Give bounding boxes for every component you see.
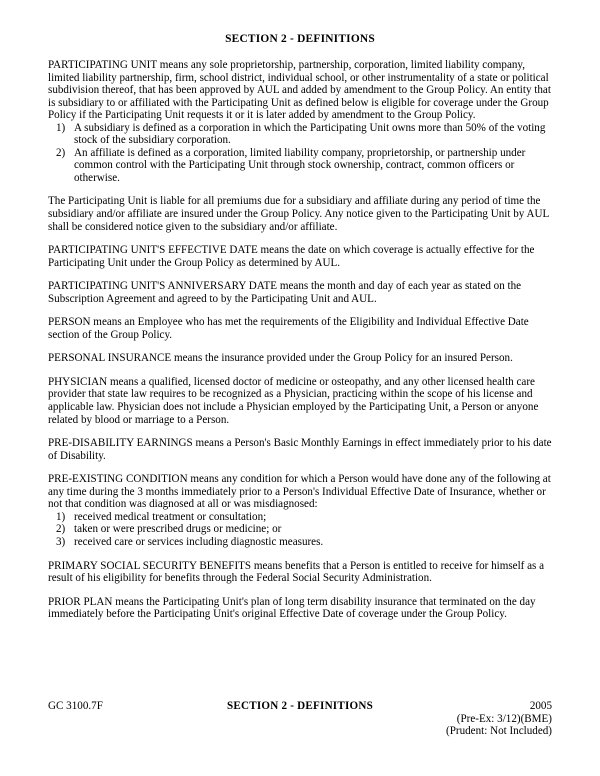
list-marker: 3) <box>56 535 66 548</box>
footer-form-number: GC 3100.7F <box>48 700 103 712</box>
list-item <box>48 523 552 536</box>
list-item <box>48 536 552 549</box>
definition-participating-unit: PARTICIPATING UNIT means any sole proprietorship, partnership, corporation, limited liability company, limited liability partnership, firm, school district, individual school, or other instrumentality of a state or political subdivision thereof, that has been approved by AUL and added by amendment to the Group Policy. An entity that is subsidiary to or affiliated with the Participating Unit as defined below is eligible for coverage under the Group Policy if the Participating Unit requests it or it is later added by amendment to the Group Policy. <box>48 59 551 122</box>
list-marker: 1) <box>56 510 66 523</box>
definition-primary-social-security-benefits: PRIMARY SOCIAL SECURITY BENEFITS means benefits that a Person is entitled to receive for himself as a result of his eligibility for benefits through the Federal Social Security Administration. <box>48 559 545 585</box>
footer-pre-ex-note: (Pre-Ex: 3/12)(BME) <box>456 712 552 725</box>
footer-primary-row <box>48 700 552 713</box>
subsidiary-affiliate-list <box>48 122 552 185</box>
definition-pre-disability-earnings: PRE-DISABILITY EARNINGS means a Person's Basic Monthly Earnings in effect immediately prior to his date of Disability. <box>48 437 552 462</box>
definition-personal-insurance: PERSONAL INSURANCE means the insurance provided under the Group Policy for an insured Person. <box>48 352 513 365</box>
definition-physician: PHYSICIAN means a qualified, licensed doctor of medicine or osteopathy, and any other licensed health care provider that state law requires to be recognized as a Physician, practicing within the scope of his license and applicable law. Physician does not include a Physician employed by the Participating Unit, a Person or anyone related by blood or marriage to a Person. <box>48 375 539 426</box>
document-body <box>48 33 552 632</box>
definition-person: PERSON means an Employee who has met the requirements of the Eligibility and Individual Effective Date section of the Group Policy. <box>48 316 529 341</box>
list-marker: 2) <box>56 523 66 536</box>
list-item <box>48 511 552 524</box>
definition-participating-units-effective-date: PARTICIPATING UNIT'S EFFECTIVE DATE means the date on which coverage is actually effective for the Participating Unit under the Group Policy as determined by AUL. <box>48 244 535 269</box>
footer-section-title: SECTION 2 - DEFINITIONS <box>227 700 373 712</box>
list-item-text: received medical treatment or consultation; <box>74 510 267 523</box>
footer-prudent-note: (Prudent: Not Included) <box>446 725 552 738</box>
page-footer <box>48 700 552 738</box>
list-item <box>48 122 552 147</box>
list-item <box>48 147 552 185</box>
pre-existing-condition-list <box>48 511 552 549</box>
list-item-text: received care or services including diagnostic measures. <box>74 535 324 548</box>
list-marker: 1) <box>56 121 66 134</box>
list-marker: 2) <box>56 146 66 159</box>
paragraph-liability-for-premiums: The Participating Unit is liable for all premiums due for a subsidiary and affiliate during any period of time the subsidiary and/or affiliate are insured under the Group Policy. Any notice given to the Participating Unit by AUL shall be considered notice given to the subsidiary and/or affiliate. <box>48 195 549 233</box>
list-item-text: An affiliate is defined as a corporation, limited liability company, proprietorship, or partnership under common control with the Participating Unit through stock ownership, contract, common officers or otherwise. <box>74 146 526 184</box>
definition-pre-existing-condition: PRE-EXISTING CONDITION means any condition for which a Person would have done any of the following at any time during the 3 months immediately prior to a Person's Individual Effective Date of Insurance, whether or not that condition was diagnosed at all or was misdiagnosed: <box>48 473 551 511</box>
footer-year: 2005 <box>529 700 552 712</box>
list-item-text: A subsidiary is defined as a corporation in which the Participating Unit owns more than 50% of the voting stock of the subsidiary corporation. <box>74 121 546 147</box>
page-title: SECTION 2 - DEFINITIONS <box>225 33 375 45</box>
definition-participating-units-anniversary-date: PARTICIPATING UNIT'S ANNIVERSARY DATE means the month and day of each year as stated on the Subscription Agreement and agreed to by the Participating Unit and AUL. <box>48 280 522 305</box>
definition-prior-plan: PRIOR PLAN means the Participating Unit's plan of long term disability insurance that terminated on the day immediately before the Participating Unit's original Effective Date of coverage under the Group Policy. <box>48 595 536 621</box>
list-item-text: taken or were prescribed drugs or medicine; or <box>74 523 282 536</box>
